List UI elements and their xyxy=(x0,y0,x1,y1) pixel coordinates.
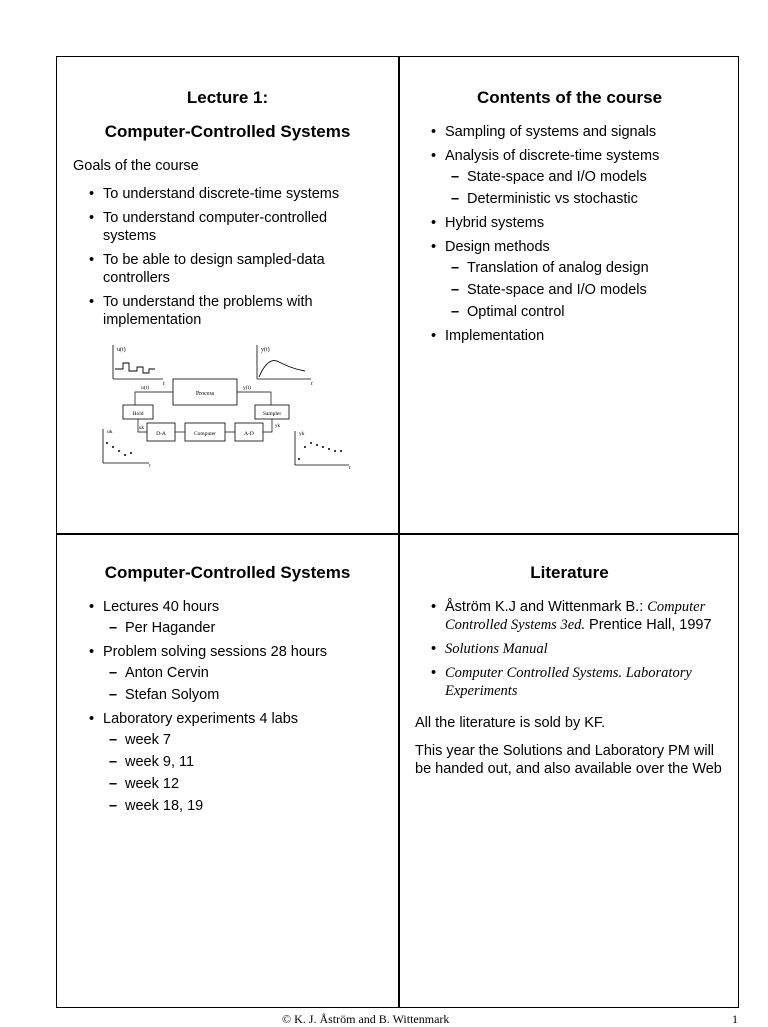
slide-contents xyxy=(399,57,740,533)
goal-item: • To understand the problems with implementation xyxy=(73,293,382,329)
yk-signal-label: yk xyxy=(275,424,280,429)
goals-intro: Goals of the course xyxy=(73,158,199,174)
sub-list xyxy=(103,731,382,815)
da-label: D-A xyxy=(156,431,166,437)
sub-item: – State-space and I/O models xyxy=(445,168,724,186)
item-label: Design methods xyxy=(445,239,550,255)
yk-axis-label: yk xyxy=(299,431,305,437)
list-item xyxy=(415,147,724,208)
sampler-label: Sampler xyxy=(262,411,282,417)
uk-axis-label: uk xyxy=(107,429,113,435)
slide-title: Contents of the course xyxy=(476,88,663,107)
yk-plot xyxy=(295,431,351,471)
process-label: Process xyxy=(195,391,215,397)
sub-item: – week 7 xyxy=(103,731,382,749)
item-label: Problem solving sessions 28 hours xyxy=(103,644,328,660)
list-item xyxy=(73,710,382,815)
list-item xyxy=(73,598,382,637)
t-label: t xyxy=(311,381,313,387)
sub-item: – week 9, 11 xyxy=(103,753,382,771)
list-item xyxy=(415,238,724,321)
slide-lecture-1 xyxy=(57,57,398,533)
slide-title: Computer-Controlled Systems xyxy=(104,563,351,582)
slide-title-line1: Lecture 1: xyxy=(186,88,269,107)
item-label: Hybrid systems xyxy=(445,215,545,231)
literature-note: This year the Solutions and Laboratory PM will be handed out, and also available over the Web xyxy=(415,743,722,777)
t-label: t xyxy=(163,381,165,387)
sub-item: – Anton Cervin xyxy=(103,664,382,682)
ut-signal-label: u(t) xyxy=(141,385,149,391)
ref-publisher: Prentice Hall, 1997 xyxy=(585,617,712,633)
item-label: Analysis of discrete-time systems xyxy=(445,148,660,164)
sub-item: – Optimal control xyxy=(445,303,724,321)
sub-list xyxy=(445,259,724,321)
reference-item xyxy=(415,664,724,700)
item-label: Laboratory experiments 4 labs xyxy=(103,711,299,727)
course-info-list xyxy=(73,598,382,815)
sub-item: – Per Hagander xyxy=(103,619,382,637)
contents-list xyxy=(415,123,724,345)
ad-label: A-D xyxy=(244,431,254,437)
t-label: t xyxy=(149,463,151,469)
slide-course-info xyxy=(57,534,398,1009)
uk-signal-label: uk xyxy=(139,426,144,431)
list-item xyxy=(415,327,724,345)
list-item xyxy=(415,214,724,232)
item-label: Lectures 40 hours xyxy=(103,599,220,615)
item-label: Sampling of systems and signals xyxy=(445,124,657,140)
uk-plot xyxy=(103,429,151,469)
literature-list xyxy=(415,598,724,700)
goal-item: • To understand computer-controlled systems xyxy=(73,209,382,245)
item-label: Implementation xyxy=(445,328,545,344)
sub-item: – week 12 xyxy=(103,775,382,793)
list-item xyxy=(415,123,724,141)
t-label: t xyxy=(349,465,351,471)
block-diagram xyxy=(99,343,359,471)
goal-item: • To understand discrete-time systems xyxy=(73,185,382,203)
hold-label: Hold xyxy=(132,411,144,417)
slide-title-line2: Computer-Controlled Systems xyxy=(104,122,351,141)
sub-list xyxy=(445,168,724,208)
ut-label: u(t) xyxy=(117,347,126,353)
yt-plot xyxy=(257,345,313,387)
sub-item: – Translation of analog design xyxy=(445,259,724,277)
ref-title: Computer Controlled Systems 3ed. xyxy=(445,599,706,633)
yt-label: y(t) xyxy=(261,347,270,353)
sub-list xyxy=(103,664,382,704)
slide-literature xyxy=(399,534,740,1009)
computer-label: Computer xyxy=(194,431,216,437)
sub-list xyxy=(103,619,382,637)
reference-item xyxy=(415,640,724,658)
ref-title: Computer Controlled Systems. Laboratory Experiments xyxy=(445,665,692,699)
list-item xyxy=(73,643,382,704)
ut-plot xyxy=(113,345,165,387)
reference-item xyxy=(415,598,724,634)
copyright-text: © K. J. Åström and B. Wittenmark xyxy=(282,1012,450,1026)
ref-authors: Åström K.J and Wittenmark B.: xyxy=(445,599,648,615)
goals-list xyxy=(73,185,382,329)
ref-title: Solutions Manual xyxy=(445,641,548,657)
page-number: 1 xyxy=(732,1012,738,1026)
sub-item: – Deterministic vs stochastic xyxy=(445,190,724,208)
sub-item: – State-space and I/O models xyxy=(445,281,724,299)
yt-signal-label: y(t) xyxy=(243,385,251,391)
sub-item: – week 18, 19 xyxy=(103,797,382,815)
sub-item: – Stefan Solyom xyxy=(103,686,382,704)
literature-note: All the literature is sold by KF. xyxy=(415,715,606,731)
goal-item: • To be able to design sampled-data controllers xyxy=(73,251,382,287)
slide-title: Literature xyxy=(530,563,609,582)
slide-sheet xyxy=(56,56,739,1008)
